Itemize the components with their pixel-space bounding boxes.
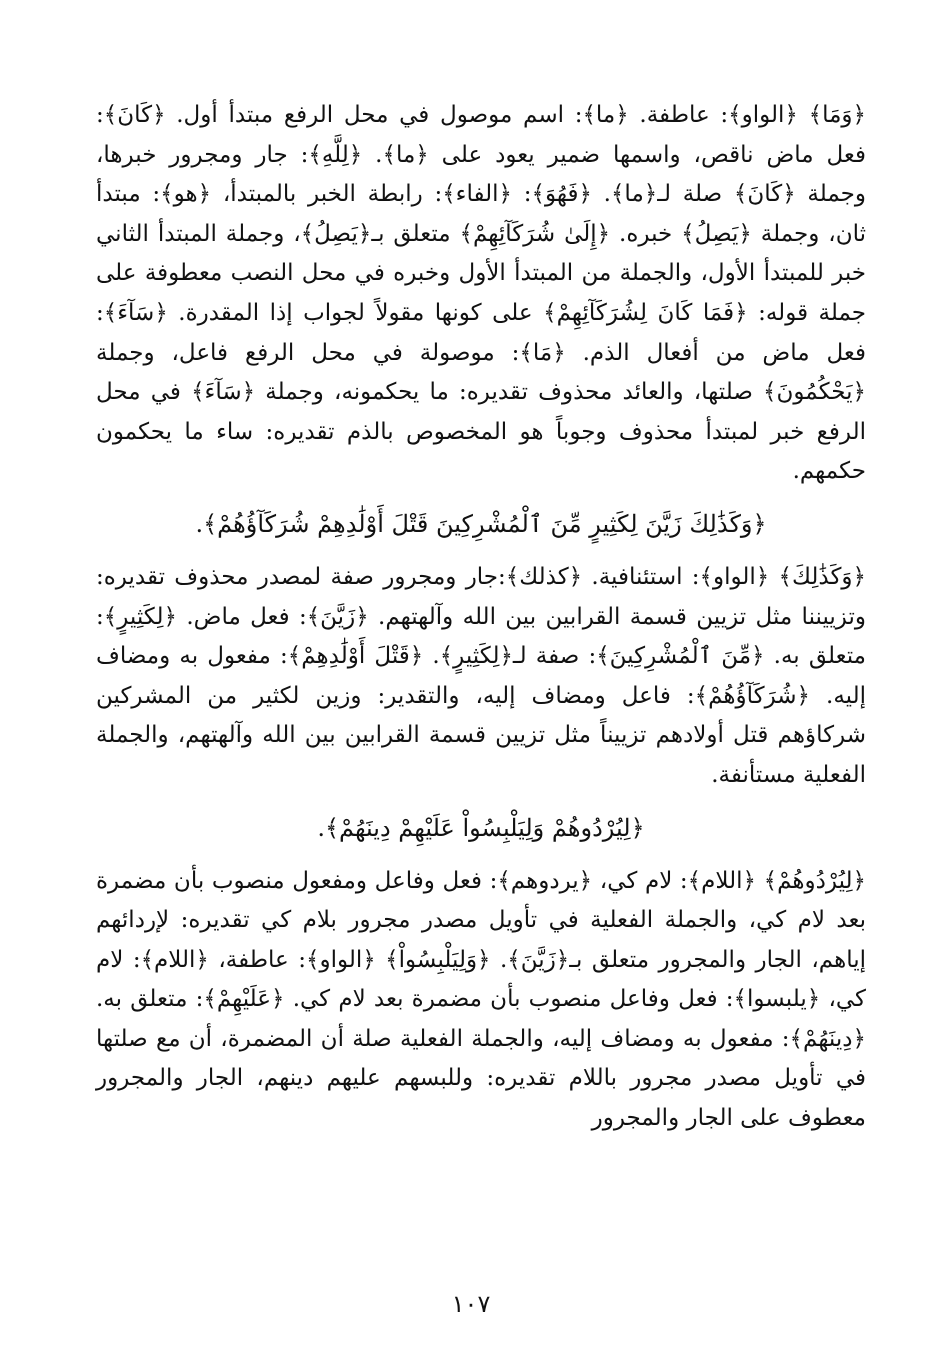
paragraph-1: ﴿وَمَا﴾ ﴿الواو﴾: عاطفة. ﴿ما﴾: اسم موصول في محل الرفع مبتدأ أول. ﴿كَانَ﴾: فعل ماض ناقص، واسمها ضمير يعود على ﴿ما﴾. ﴿لِلَّهِ﴾: جار ومجرور خبرها، وجملة ﴿كَانَ﴾ صلة لـ﴿ما﴾. ﴿فَهُوَ﴾: ﴿الفاء﴾: رابطة الخبر بالمبتدأ، ﴿هو﴾: مبتدأ ثان، وجملة ﴿يَصِلُ﴾ خبره. ﴿إِلَىٰ شُرَكَآئِهِمْ﴾ متعلق بـ﴿يَصِلُ﴾، وجملة المبتدأ الثاني خبر للمبتدأ الأول، والجملة من المبتدأ الأول وخبره في محل النصب معطوفة على جملة قوله: ﴿فَمَا كَانَ لِشُرَكَآئِهِمْ﴾ على كونها مقولاً لجواب إذا المقدرة. ﴿سَآءَ﴾: فعل ماض من أفعال الذم. ﴿مَا﴾: موصولة في محل الرفع فاعل، وجملة ﴿يَحْكُمُونَ﴾ صلتها، والعائد محذوف تقديره: ما يحكمونه، وجملة ﴿سَآءَ﴾ في محل الرفع خبر لمبتدأ محذوف وجوباً هو المخصوص بالذم تقديره: ساء ما يحكمون حكمهم. [96, 102, 866, 485]
page-number: ١٠٧ [451, 1290, 491, 1318]
quran-verse-2: ﴿لِيُرْدُوهُمْ وَلِيَلْبِسُواْ عَلَيْهِمْ دِينَهُمْ﴾. [317, 813, 645, 842]
page-body [96, 96, 866, 1139]
paragraph-3: ﴿لِيُرْدُوهُمْ﴾ ﴿اللام﴾: لام كي، ﴿يردوهم﴾: فعل وفاعل ومفعول منصوب بأن مضمرة بعد لام كي، والجملة الفعلية في تأويل مصدر مجرور بلام كي تقديره: لإردائهم إياهم، الجار والمجرور متعلق بـ﴿زَيَّنَ﴾. ﴿وَلِيَلْبِسُواْ﴾ ﴿الواو﴾: عاطفة، ﴿اللام﴾: لام كي، ﴿يلبسوا﴾: فعل وفاعل منصوب بأن مضمرة بعد لام كي. ﴿عَلَيْهِمْ﴾: متعلق به. ﴿دِينَهُمْ﴾: مفعول به ومضاف إليه، والجملة الفعلية صلة أن المضمرة، أن مع صلتها في تأويل مصدر مجرور باللام تقديره: وللبسهم عليهم دينهم، الجار والمجرور معطوف على الجار والمجرور [96, 867, 866, 1132]
paragraph-2: ﴿وَكَذَٰلِكَ﴾ ﴿الواو﴾: استئنافية. ﴿كذلك﴾:جار ومجرور صفة لمصدر محذوف تقديره: وتزييننا مثل تزيين قسمة القرابين بين الله وآلهتهم. ﴿زَيَّنَ﴾: فعل ماض. ﴿لِكَثِيرٍ﴾: متعلق به. ﴿مِّنَ ٱلْمُشْرِكِينَ﴾: صفة لـ﴿لِكَثِيرٍ﴾. ﴿قَتْلَ أَوْلَٰدِهِمْ﴾: مفعول به ومضاف إليه. ﴿شُرَكَآؤُهُمْ﴾: فاعل ومضاف إليه، والتقدير: وزين لكثير من المشركين شركاؤهم قتل أولادهم تزييناً مثل تزيين قسمة القرابين بين الله وآلهتهم، والجملة الفعلية مستأنفة. [96, 563, 866, 788]
quran-verse-1: ﴿وَكَذَٰلِكَ زَيَّنَ لِكَثِيرٍ مِّنَ ٱلْمُشْرِكِينَ قَتْلَ أَوْلَٰدِهِمْ شُرَكَآؤُهُمْ﴾. [195, 509, 767, 538]
